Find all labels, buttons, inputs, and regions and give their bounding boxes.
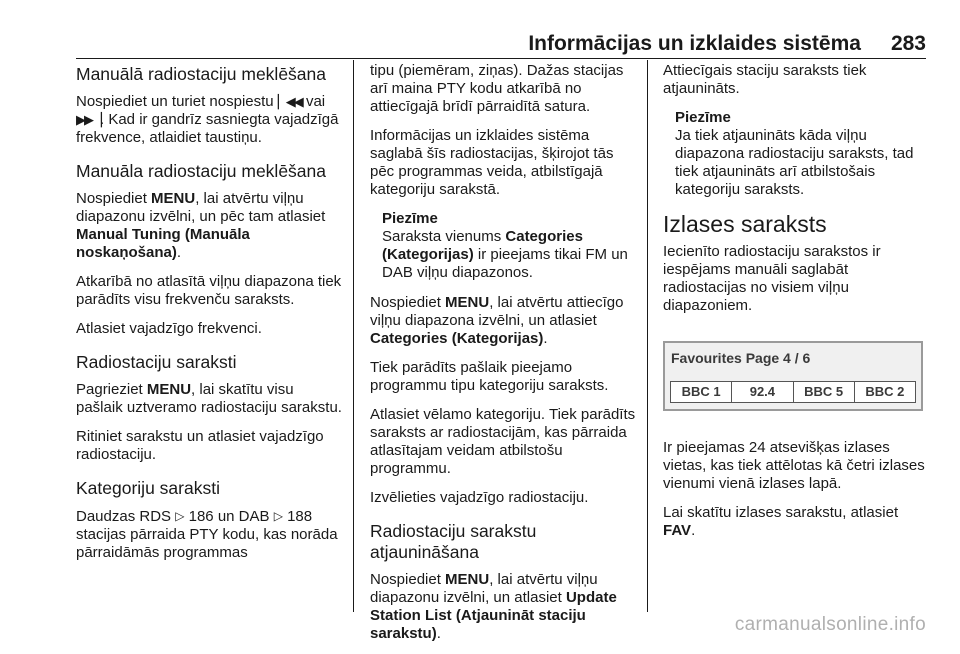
note-heading: Piezīme xyxy=(675,109,731,126)
preset-button: BBC 5 xyxy=(793,382,854,402)
section-title-station-lists: Radiostaciju saraksti xyxy=(76,352,237,372)
page-ref[interactable]: 188 xyxy=(287,508,313,525)
paragraph: Tiek parādīts pašlaik pieejamo programmu tipu kategoriju saraksts. xyxy=(370,359,609,394)
note-text: Saraksta vienums Categories (Kategorijas) ir pieejams tikai FM un DAB viļņu diapazonos. xyxy=(382,228,628,281)
paragraph: Daudzas RDS ▷ 186 un DAB ▷ 188 stacijas pārraida PTY kodu, kas norāda pārraidāmās programmas xyxy=(76,508,338,561)
section-title-manual-search: Manuālā radiostaciju meklēšana xyxy=(76,64,326,84)
section-title-manual-tuning: Manuāla radiostaciju meklēšana xyxy=(76,161,326,181)
paragraph: Ritiniet sarakstu un atlasiet vajadzīgo radiostaciju. xyxy=(76,428,324,463)
note-box xyxy=(675,109,927,199)
column-divider-2 xyxy=(647,60,648,612)
section-title-category-lists: Kategoriju saraksti xyxy=(76,478,220,498)
menu-key: MENU xyxy=(445,294,490,311)
preset-button: BBC 2 xyxy=(854,382,915,402)
paragraph: tipu (piemēram, ziņas). Dažas stacijas arī maina PTY kodu atkarībā no attiecīgajā brīdī pārraidītā satura. xyxy=(370,62,624,115)
paragraph: Atkarībā no atlasītā viļņu diapazona tiek parādīts visu frekvenču saraksts. xyxy=(76,273,342,308)
section-title-update-station-list: Radiostaciju sarakstu atjaunināšana xyxy=(370,521,537,562)
column-2 xyxy=(370,62,636,654)
paragraph: Izvēlieties vajadzīgo radiostaciju. xyxy=(370,489,589,506)
header-rule xyxy=(76,58,926,59)
seek-back-icon: ▏◀◀ xyxy=(277,94,302,109)
paragraph: Pagrieziet MENU, lai skatītu visu pašlaik uztveramo radiostaciju sarakstu. xyxy=(76,381,342,416)
preset-button: BBC 1 xyxy=(681,384,721,399)
menu-key: MENU xyxy=(445,571,490,588)
favourites-page-title: Favourites Page 4 / 6 xyxy=(671,350,811,366)
note-text: Ja tiek atjaunināts kāda viļņu diapazona radiostaciju saraksts, tad tiek atjaunināts arī atbilstošais kategoriju saraksts. xyxy=(675,127,914,198)
paragraph: Nospiediet MENU, lai atvērtu viļņu diapazonu izvēlni, un pēc tam atlasiet Manual Tuning (Manuāla noskaņošana). xyxy=(76,190,326,261)
favourites-screen-illustration xyxy=(663,341,923,411)
section-title-favourites: Izlases saraksts xyxy=(663,211,827,237)
paragraph: Nospiediet MENU, lai atvērtu viļņu diapazonu izvēlni, un atlasiet Update Station List (Atjaunināt staciju sarakstu). xyxy=(370,571,617,642)
column-1 xyxy=(76,62,342,573)
menu-option: Categories (Kategorijas) xyxy=(370,330,544,347)
paragraph: Nospiediet un turiet nospiestu ▏◀◀ vai ▶▶▕. Kad ir gandrīz sasniegta vajadzīgā frekvence, atlaidiet taustiņu. xyxy=(76,93,339,146)
column-divider-1 xyxy=(353,60,354,612)
paragraph: Attiecīgais staciju saraksts tiek atjaunināts. xyxy=(663,62,867,97)
header-title: Informācijas un izklaides sistēma xyxy=(528,32,861,55)
seek-forward-icon: ▶▶▕ xyxy=(76,112,100,127)
fav-key: FAV xyxy=(663,522,692,539)
watermark: carmanualsonline.info xyxy=(734,614,926,635)
page-ref-arrow-icon: ▷ xyxy=(273,509,283,523)
paragraph: Atlasiet vajadzīgo frekvenci. xyxy=(76,320,262,337)
menu-key: MENU xyxy=(151,190,196,207)
page-header xyxy=(76,24,926,56)
paragraph: Nospiediet MENU, lai atvērtu attiecīgo viļņu diapazona izvēlni, un atlasiet Categories (Kategorijas). xyxy=(370,294,624,347)
note-box xyxy=(382,210,636,282)
menu-option: Update Station List (Atjaunināt staciju sarakstu) xyxy=(370,589,617,642)
paragraph: Iecienīto radiostaciju sarakstos ir iespējams manuāli saglabāt radiostacijas no visiem viļņu diapazoniem. xyxy=(663,243,881,314)
page-number: 283 xyxy=(890,32,926,55)
paragraph: Lai skatītu izlases sarakstu, atlasiet FAV. xyxy=(663,504,899,539)
menu-option: Manual Tuning (Manuāla noskaņošana) xyxy=(76,226,250,261)
paragraph: Atlasiet vēlamo kategoriju. Tiek parādīts saraksts ar radiostacijām, kas pārraida atlasītajam veidam atbilstošu programmu. xyxy=(370,406,636,477)
favourites-preset-row xyxy=(670,381,916,403)
preset-button: 92.4 xyxy=(731,382,792,402)
note-heading: Piezīme xyxy=(382,210,438,227)
paragraph: Ir pieejamas 24 atsevišķas izlases vietas, kas tiek attēlotas kā četri izlases vienumi vienā izlases lapā. xyxy=(663,439,925,492)
paragraph: Informācijas un izklaides sistēma saglabā šīs radiostacijas, šķirojot tās pēc programmas veida, atbilstīgajā kategoriju sarakstā. xyxy=(370,127,614,198)
menu-option: Categories (Kategorijas) xyxy=(382,228,583,263)
column-3 xyxy=(663,62,927,551)
page-ref[interactable]: 186 xyxy=(188,508,214,525)
menu-key: MENU xyxy=(146,381,192,398)
page-ref-arrow-icon: ▷ xyxy=(175,509,185,523)
